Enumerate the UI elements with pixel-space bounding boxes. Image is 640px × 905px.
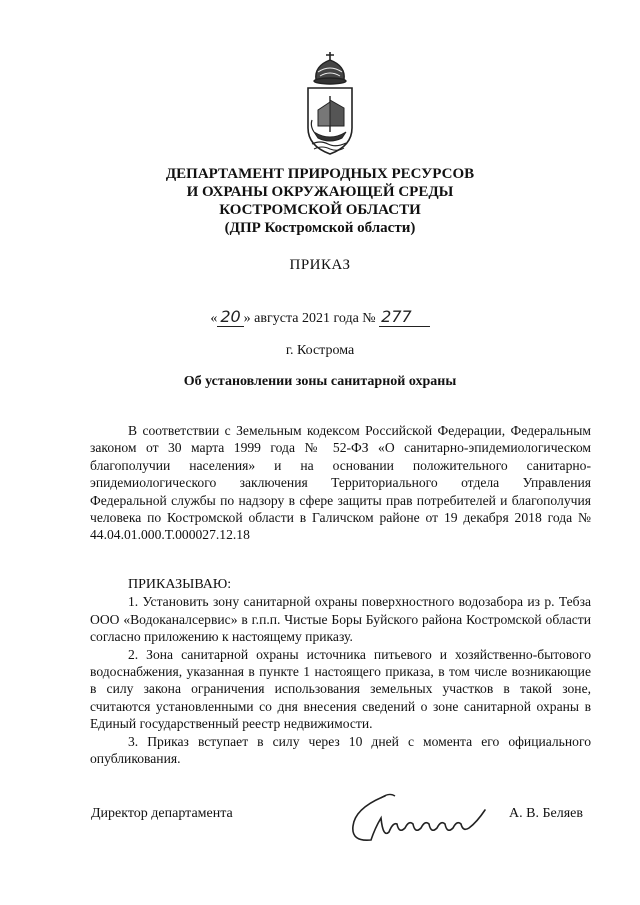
order-day: 20: [217, 307, 243, 327]
order-subject: Об установлении зоны санитарной охраны: [183, 374, 457, 389]
org-name-line-2: И ОХРАНЫ ОКРУЖАЮЩЕЙ СРЕДЫ: [186, 184, 454, 200]
order-item-3: 3. Приказ вступает в силу через 10 дней с момента его официального опубликования.: [90, 733, 591, 767]
city: г. Кострома: [285, 343, 355, 358]
signatory-name: А. В. Беляев: [509, 806, 583, 821]
org-name-line-3: КОСТРОМСКОЙ ОБЛАСТИ: [219, 202, 421, 218]
coat-of-arms-icon: [300, 50, 360, 160]
org-short-name: (ДПР Костромской области): [224, 220, 416, 236]
close-quote: »: [243, 311, 251, 326]
preamble-text: В соответствии с Земельным кодексом Российской Федерации, Федеральным законом от 30 марта 1999 года № 52-ФЗ «О санитарно-эпидемиологическом благополучии населения» и на основании положительного санитарно-эпидемиологического заключения Территориального отдела Управления Федеральной службы по надзору в сфере защиты прав потребителей и благополучия человека по Костромской области в Галичском районе от 19 декабря 2018 года № 44.04.01.000.Т.000027.12.18: [90, 423, 591, 543]
month-year: августа 2021 года №: [254, 311, 376, 326]
org-name-line-1: ДЕПАРТАМЕНТ ПРИРОДНЫХ РЕСУРСОВ: [165, 166, 475, 182]
order-number: 277: [379, 307, 430, 327]
organization-header: [0, 165, 640, 237]
order-word: ПРИКАЗЫВАЮ:: [128, 577, 232, 592]
document-type: ПРИКАЗ: [289, 257, 351, 273]
order-section: [90, 576, 591, 767]
preamble: [90, 422, 591, 544]
order-item-1: 1. Установить зону санитарной охраны поверхностного водозабора из р. Тебза ООО «Водоканалсервис» в г.п.п. Чистые Боры Буйского района Костромской области согласно приложению к настоящему приказу.: [90, 594, 591, 645]
signatory-position: Директор департамента: [91, 806, 233, 821]
date-number-line: [0, 307, 640, 327]
open-quote: «: [210, 311, 218, 326]
order-item-2: 2. Зона санитарной охраны источника питьевого и хозяйственно-бытового водоснабжения, указанная в пункте 1 настоящего приказа, в том числе возникающие в силу закона ограничения использования земельных участков в такой зоне, считаются установленными со дня внесения сведений о зоне санитарной охраны в Единый государственный реестр недвижимости.: [90, 646, 591, 732]
handwritten-signature-icon: [345, 788, 495, 848]
